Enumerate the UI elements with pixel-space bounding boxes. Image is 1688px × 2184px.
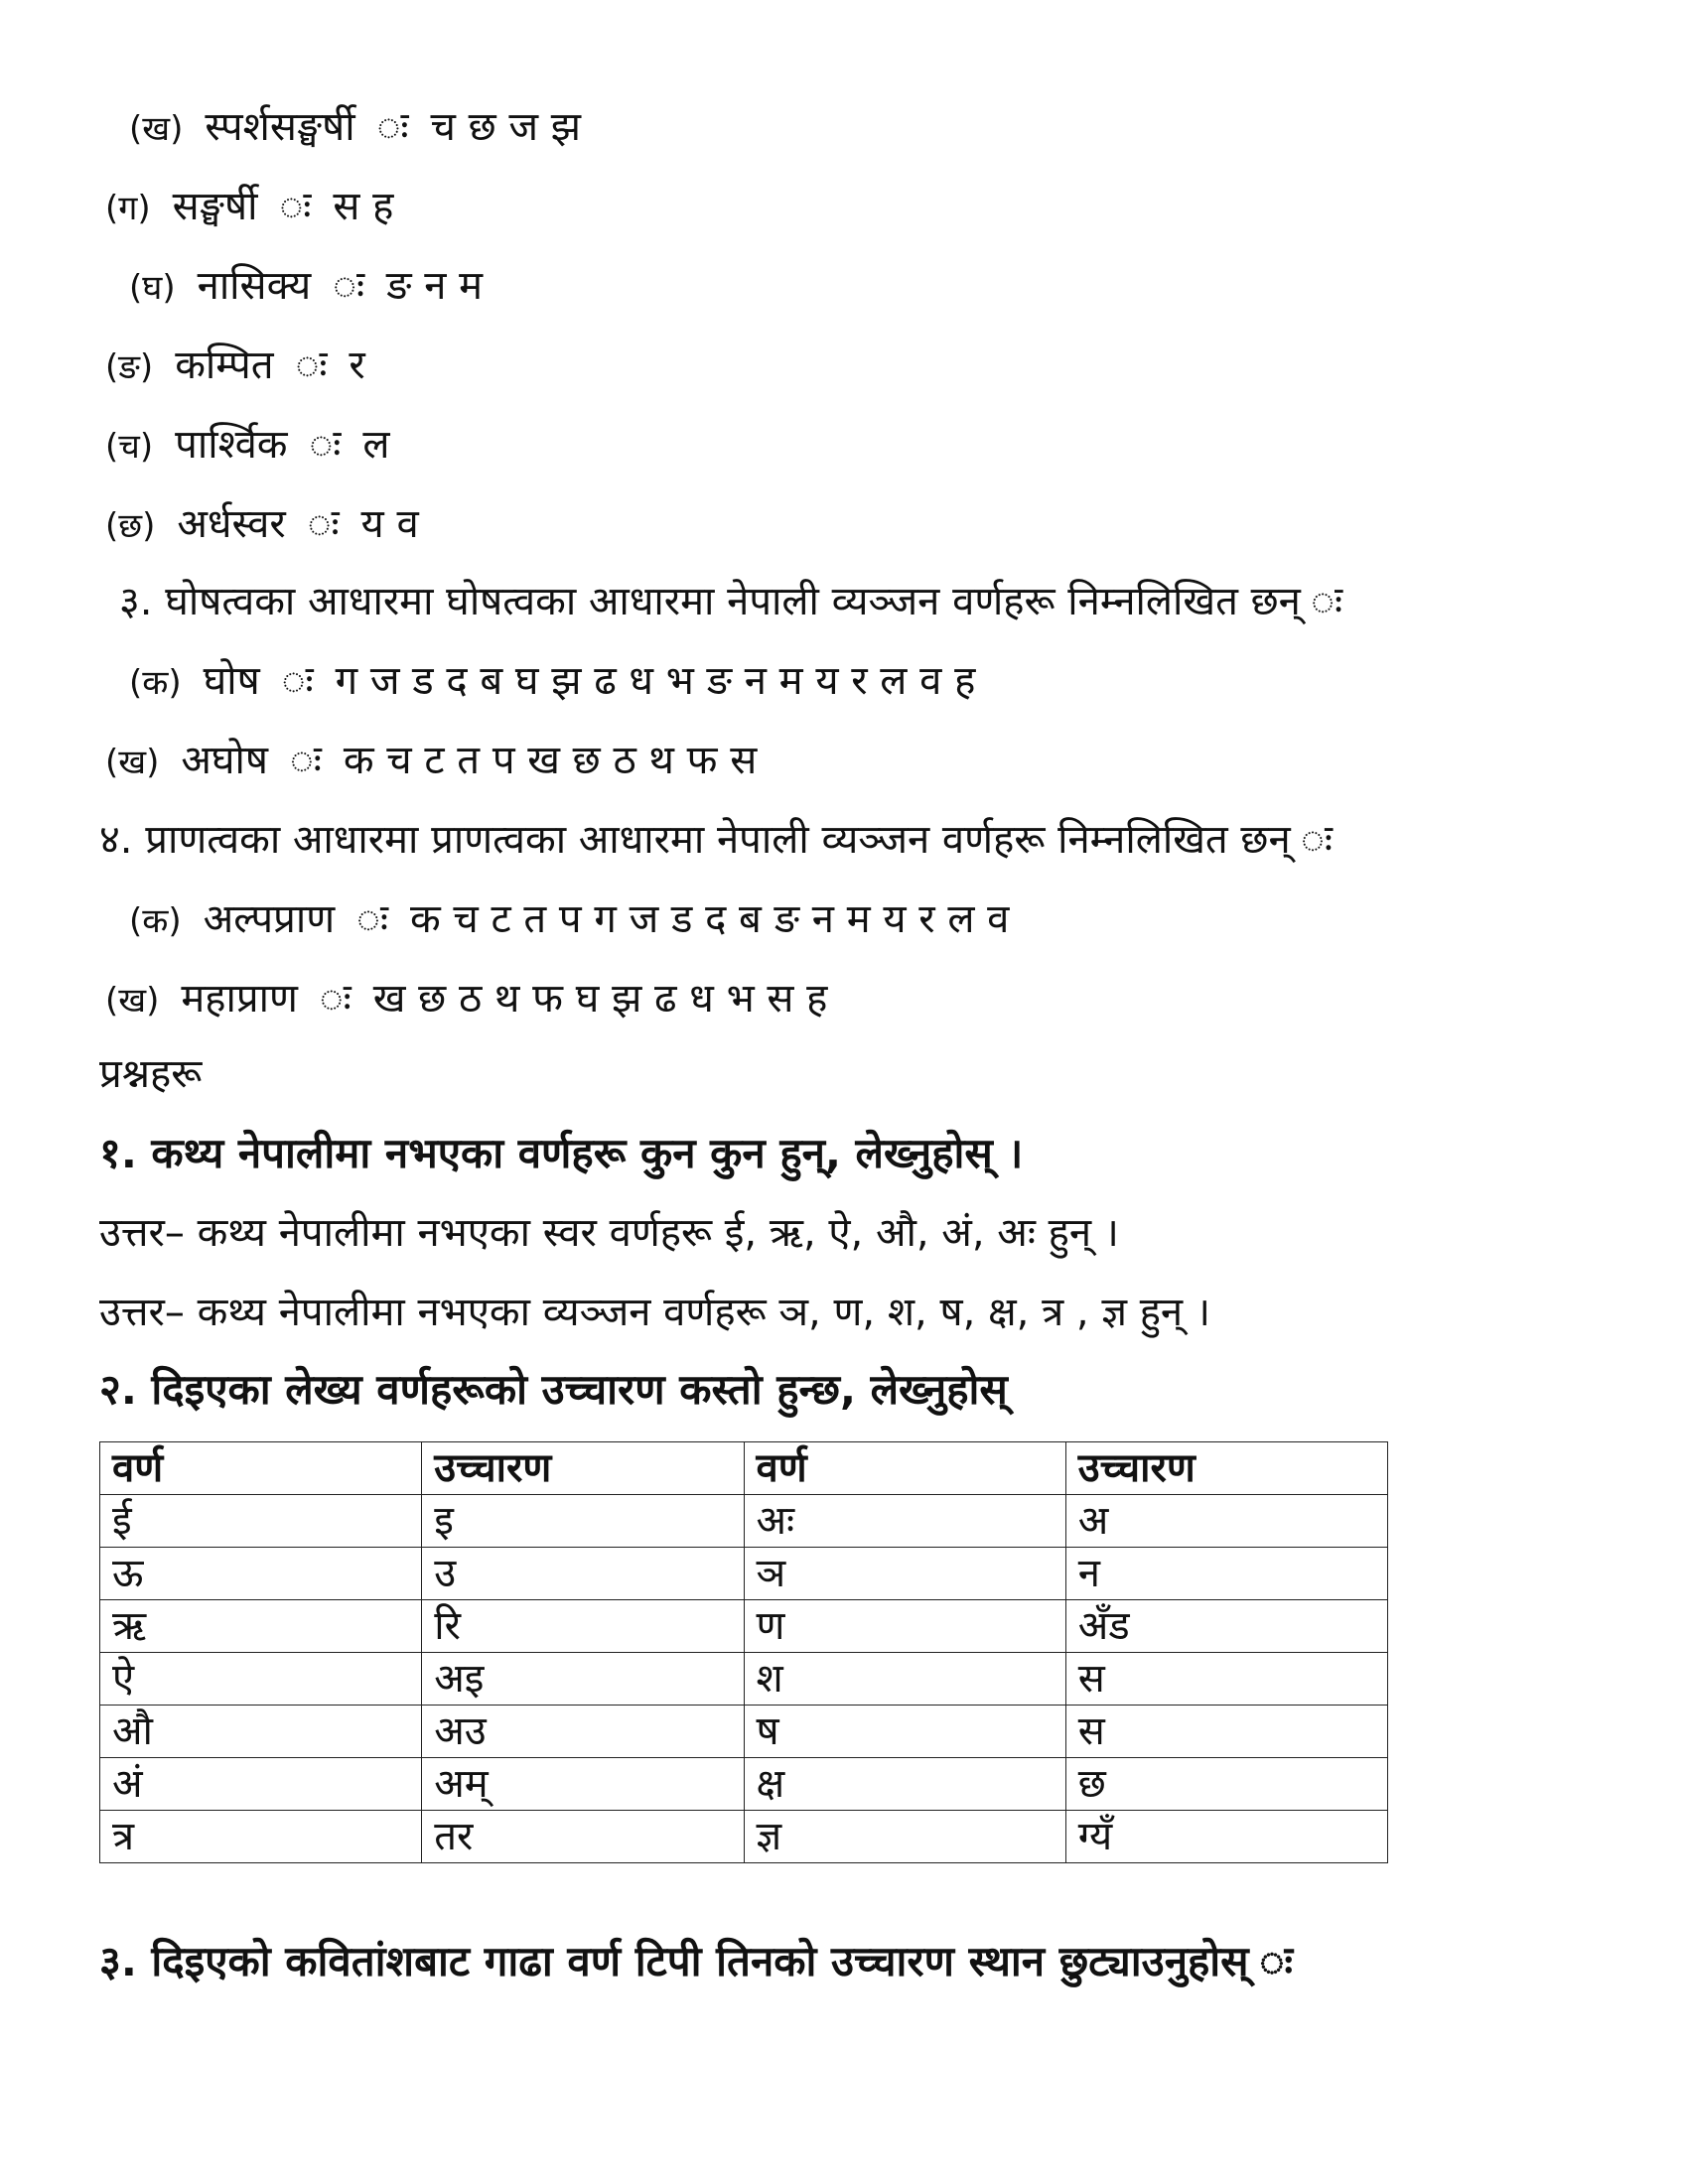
- item-separator: ः: [279, 184, 312, 229]
- header-varna: वर्ण: [744, 1442, 1065, 1495]
- item-marker: (छ): [105, 506, 156, 546]
- item-letters: क च ट त प ग ज ड द ब ङ न म य र ल व: [409, 896, 1010, 942]
- item-term: महाप्राण: [181, 976, 298, 1022]
- item-marker: (ख): [129, 109, 184, 149]
- questions-label: [0, 1046, 1688, 1102]
- table-cell: ज्ञ: [744, 1811, 1065, 1863]
- item-term: सङ्घर्षी: [172, 184, 258, 229]
- table-cell: स: [1065, 1706, 1387, 1758]
- item-parshvik: [0, 417, 1688, 475]
- table-cell: ऋ: [100, 1600, 422, 1653]
- table-row: [100, 1548, 1388, 1600]
- section4-alpaprana: [0, 891, 1688, 949]
- table-cell: ऐ: [100, 1653, 422, 1706]
- item-letters: च छ ज झ: [430, 104, 582, 150]
- item-separator: ः: [309, 422, 342, 468]
- table-row: [100, 1653, 1388, 1706]
- item-letters: ख छ ठ थ फ घ झ ढ ध भ स ह: [372, 976, 828, 1022]
- header-uccharan: उच्चारण: [422, 1442, 744, 1495]
- item-nasikya: [0, 258, 1688, 316]
- item-marker: (घ): [129, 268, 176, 308]
- answer-1-consonants-text: उत्तर– कथ्य नेपालीमा नभएका व्यञ्जन वर्णहरू ञ, ण, श, ष, क्ष, त्र , ज्ञ हुन् ।: [99, 1290, 1211, 1335]
- section4-heading: [0, 812, 1688, 868]
- table-cell: ऊ: [100, 1548, 422, 1600]
- item-term: अघोष: [181, 738, 269, 783]
- table-cell: ञ: [744, 1548, 1065, 1600]
- answer-1-consonants: [0, 1285, 1688, 1340]
- item-marker: (ख): [105, 981, 160, 1021]
- table-row: [100, 1811, 1388, 1863]
- table-cell: त्र: [100, 1811, 422, 1863]
- item-letters: ग ज ड द ब घ झ ढ ध भ ङ न म य र ल व ह: [335, 658, 976, 704]
- table-cell: ई: [100, 1495, 422, 1548]
- table-cell: उ: [422, 1548, 744, 1600]
- question-1-text: १. कथ्य नेपालीमा नभएका वर्णहरू कुन कुन हुन्, लेख्नुहोस् ।: [99, 1129, 1024, 1177]
- item-separator: ः: [376, 104, 409, 150]
- table-cell: श: [744, 1653, 1065, 1706]
- item-separator: ः: [295, 342, 328, 388]
- table-cell: रि: [422, 1600, 744, 1653]
- table-cell: न: [1065, 1548, 1387, 1600]
- section3-heading: [0, 574, 1688, 629]
- table-cell: अं: [100, 1758, 422, 1811]
- question-3: [0, 1934, 1688, 1989]
- pronunciation-table: [99, 1441, 1388, 1863]
- item-term: अल्पप्राण: [203, 896, 336, 942]
- table-cell: अइ: [422, 1653, 744, 1706]
- table-cell: ग्यँ: [1065, 1811, 1387, 1863]
- item-marker: (क): [129, 901, 182, 941]
- table-cell: अः: [744, 1495, 1065, 1548]
- item-letters: य व: [360, 501, 419, 547]
- section4-heading-text: ४. प्राणत्वका आधारमा प्राणत्वका आधारमा नेपाली व्यञ्जन वर्णहरू निम्नलिखित छन् ः: [99, 817, 1333, 863]
- item-letters: क च ट त प ख छ ठ थ फ स: [343, 738, 758, 783]
- item-term: नासिक्य: [197, 263, 312, 309]
- item-separator: ः: [356, 896, 388, 942]
- table-row: [100, 1600, 1388, 1653]
- answer-1-vowels: [0, 1205, 1688, 1261]
- item-separator: ः: [290, 738, 322, 783]
- item-marker: (ग): [105, 189, 151, 228]
- table-cell: क्ष: [744, 1758, 1065, 1811]
- answer-1-vowels-text: उत्तर– कथ्य नेपालीमा नभएका स्वर वर्णहरू ई, ऋ, ऐ, औ, अं, अः हुन् ।: [99, 1210, 1119, 1256]
- table-row: [100, 1758, 1388, 1811]
- item-separator: ः: [333, 263, 365, 309]
- questions-label-text: प्रश्नहरू: [99, 1051, 203, 1097]
- section3-aghosh: [0, 733, 1688, 790]
- item-separator: ः: [319, 976, 352, 1022]
- item-letters: स ह: [333, 184, 394, 229]
- table-cell: अउ: [422, 1706, 744, 1758]
- section3-heading-text: ३. घोषत्वका आधारमा घोषत्वका आधारमा नेपाली व्यञ्जन वर्णहरू निम्नलिखित छन् ः: [119, 579, 1343, 624]
- item-separator: ः: [307, 501, 340, 547]
- table-cell: ण: [744, 1600, 1065, 1653]
- question-2: [0, 1362, 1688, 1418]
- item-term: स्पर्शसङ्घर्षी: [205, 104, 355, 150]
- table-cell: ष: [744, 1706, 1065, 1758]
- item-marker: (ख): [105, 743, 160, 782]
- question-2-text: २. दिइएका लेख्य वर्णहरूको उच्चारण कस्तो हुन्छ, लेख्नुहोस्: [99, 1365, 1008, 1414]
- item-letters: ङ न म: [386, 263, 484, 309]
- section4-mahaprana: [0, 971, 1688, 1028]
- item-term: घोष: [203, 658, 260, 704]
- table-cell: अँड: [1065, 1600, 1387, 1653]
- table-cell: स: [1065, 1653, 1387, 1706]
- item-kampit: [0, 338, 1688, 395]
- item-letters: र: [349, 342, 365, 388]
- table-row: [100, 1706, 1388, 1758]
- table-cell: औ: [100, 1706, 422, 1758]
- header-uccharan: उच्चारण: [1065, 1442, 1387, 1495]
- item-term: कम्पित: [175, 342, 274, 388]
- item-sparsha-sangharshi: [0, 99, 1688, 157]
- item-marker: (च): [105, 427, 154, 467]
- item-marker: (क): [129, 663, 182, 703]
- item-ardhasvar: [0, 496, 1688, 554]
- table-row: [100, 1495, 1388, 1548]
- table-cell: तर: [422, 1811, 744, 1863]
- header-varna: वर्ण: [100, 1442, 422, 1495]
- item-marker: (ङ): [105, 347, 154, 387]
- item-term: अर्धस्वर: [177, 501, 286, 547]
- table-header-row: [100, 1442, 1388, 1495]
- item-sangharshi: [0, 179, 1688, 236]
- table-cell: छ: [1065, 1758, 1387, 1811]
- item-term: पार्श्विक: [175, 422, 288, 468]
- table-cell: अम्: [422, 1758, 744, 1811]
- section3-ghosh: [0, 653, 1688, 711]
- table-cell: अ: [1065, 1495, 1387, 1548]
- table-cell: इ: [422, 1495, 744, 1548]
- item-separator: ः: [281, 658, 314, 704]
- question-3-text: ३. दिइएको कवितांशबाट गाढा वर्ण टिपी तिनको उच्चारण स्थान छुट्याउनुहोस् ः: [99, 1937, 1293, 1985]
- item-letters: ल: [362, 422, 390, 468]
- question-1: [0, 1126, 1688, 1181]
